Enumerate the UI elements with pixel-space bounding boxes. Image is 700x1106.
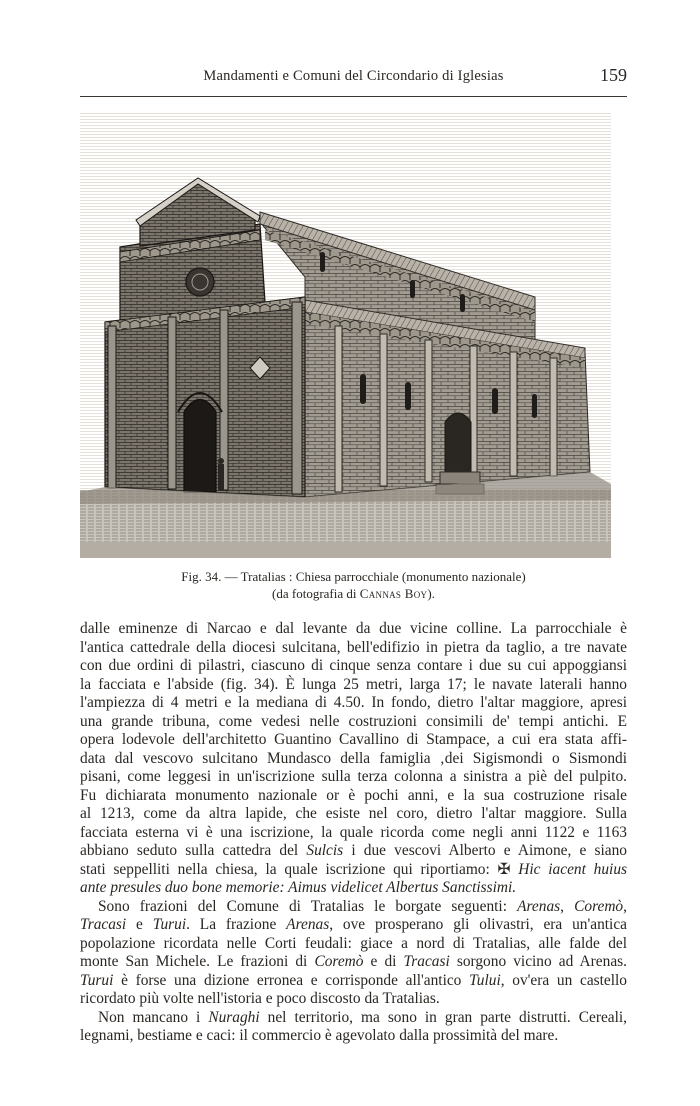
- text-run: stati seppelliti nella chiesa, la quale iscrizione qui riportiamo: ✠: [80, 860, 519, 878]
- text-line: opera lodevole dell'architetto Guantino Cavallino di Stampace, a cui era stata affi-: [80, 731, 627, 748]
- text-line: [80, 861, 627, 880]
- text-line: [80, 916, 627, 935]
- italic-run: Tracasi: [80, 916, 127, 933]
- text-line: pisani, come leggesi in un'iscrizione sulla terza colonna a sinistra a piè del pulpito.: [80, 768, 627, 785]
- text-line: al 1213, come da altra lapide, che esiste nel coro, dietro l'altar maggiore. Sulla: [80, 805, 627, 822]
- running-head: [80, 64, 627, 94]
- text-line: con due ordini di pilastri, ciascuno di cinque senza contare i due su cui appoggiansi: [80, 657, 627, 674]
- italic-run: Coremò: [314, 953, 364, 970]
- text-line: Fu dichiarata monumento nazionale or è pochi anni, e la sua costruzione risale: [80, 786, 627, 804]
- photographer-name: Cannas Boy: [359, 586, 428, 601]
- italic-run: ante presules duo bone memorie: Aimus videlicet Albertus Sanctissimi.: [80, 879, 517, 896]
- text-run: e: [126, 916, 153, 933]
- italic-run: Nuraghi: [208, 1008, 260, 1026]
- text-run: i due vescovi Alberto e Aimone, e siano: [343, 842, 627, 859]
- italic-run: Turui: [80, 971, 114, 989]
- text-line: la facciata e l'abside (fig. 34). È lunga 25 metri, larga 17; le navate laterali hanno: [80, 675, 627, 693]
- text-run: ,: [623, 897, 627, 915]
- text-run: ,: [560, 897, 575, 915]
- text-line: l'antica cattedrale della diocesi sulcitana, bell'edifizio in pietra da taglio, a tre navate: [80, 638, 627, 656]
- text-line: [80, 972, 627, 991]
- text-line: [80, 879, 627, 898]
- text-line: [80, 1009, 627, 1028]
- italic-run: Tului: [469, 971, 501, 989]
- text-line: l'ampiezza di 4 metri e la mediana di 4.50. In fondo, dietro l'altar maggiore, apresi: [80, 694, 627, 711]
- text-line: legnami, bestiame e caci: il commercio è agevolato dalla prossimità del mare.: [80, 1027, 559, 1044]
- italic-run: Tracasi: [403, 953, 450, 970]
- italic-run: Arenas: [517, 897, 561, 915]
- text-run: nel territorio, ma sono in gran parte distrutti. Cereali,: [259, 1008, 628, 1026]
- text-run: . La frazione: [186, 916, 287, 933]
- text-line: una grande tribuna, come vedesi nelle costruzioni consimili de' tempi antichi. E: [80, 712, 627, 730]
- text-run: Sono frazioni del Comune di Tratalias le borgate seguenti:: [98, 897, 518, 915]
- text-line: dalle eminenze di Narcao e dal levante da due vicine colline. La parrocchiale è: [80, 620, 627, 637]
- caption-source-prefix: (da fotografia di: [272, 586, 360, 601]
- caption-line-1: Fig. 34. — Tratalias : Chiesa parrocchiale (monumento nazionale): [181, 569, 526, 584]
- text-run: è forse una dizione erronea e corrisponde all'antico: [113, 971, 470, 989]
- italic-run: Hic iacent huius: [518, 860, 628, 878]
- caption-source-suffix: ).: [427, 586, 435, 601]
- body-text: [80, 620, 627, 1046]
- text-line: facciata esterna vi è una iscrizione, la quale ricorda come negli anni 1122 e 1163: [80, 823, 627, 841]
- text-line: [80, 953, 627, 972]
- text-run: Non mancano i: [98, 1008, 209, 1026]
- text-run: monte San Michele. Le frazioni di: [80, 953, 315, 970]
- italic-run: Coremò: [574, 897, 624, 915]
- text-run: abbiano seduto sulla cattedra del: [80, 842, 307, 859]
- italic-run: Turui: [152, 916, 187, 933]
- text-line: ricordato più volte nell'istoria e poco discosto da Tratalias.: [80, 990, 440, 1007]
- header-rule: [80, 96, 627, 97]
- text-line: [80, 842, 627, 861]
- text-line: popolazione ricordata nelle Corti feudali: giace a nord di Tratalias, alle falde del: [80, 934, 627, 952]
- text-line: data dal vescovo sulcitano Mundasco della famiglia ‚dei Sigismondi o Sismondi: [80, 749, 627, 767]
- text-run: e di: [363, 953, 404, 970]
- running-title: Mandamenti e Comuni del Circondario di Iglesias: [203, 68, 504, 84]
- text-run: , ove prosperano gli olivastri, era un'antica: [329, 916, 627, 933]
- figure-caption: [80, 568, 627, 602]
- page-number: 159: [600, 65, 627, 85]
- text-run: sorgono vicino ad Arenas.: [449, 953, 627, 970]
- text-run: , ov'era un castello: [500, 971, 627, 989]
- caption-line-2: [80, 585, 627, 602]
- italic-run: Arenas: [286, 916, 330, 933]
- italic-run: Sulcis: [306, 842, 344, 859]
- church-engraving: [80, 112, 611, 558]
- text-line: [80, 898, 627, 917]
